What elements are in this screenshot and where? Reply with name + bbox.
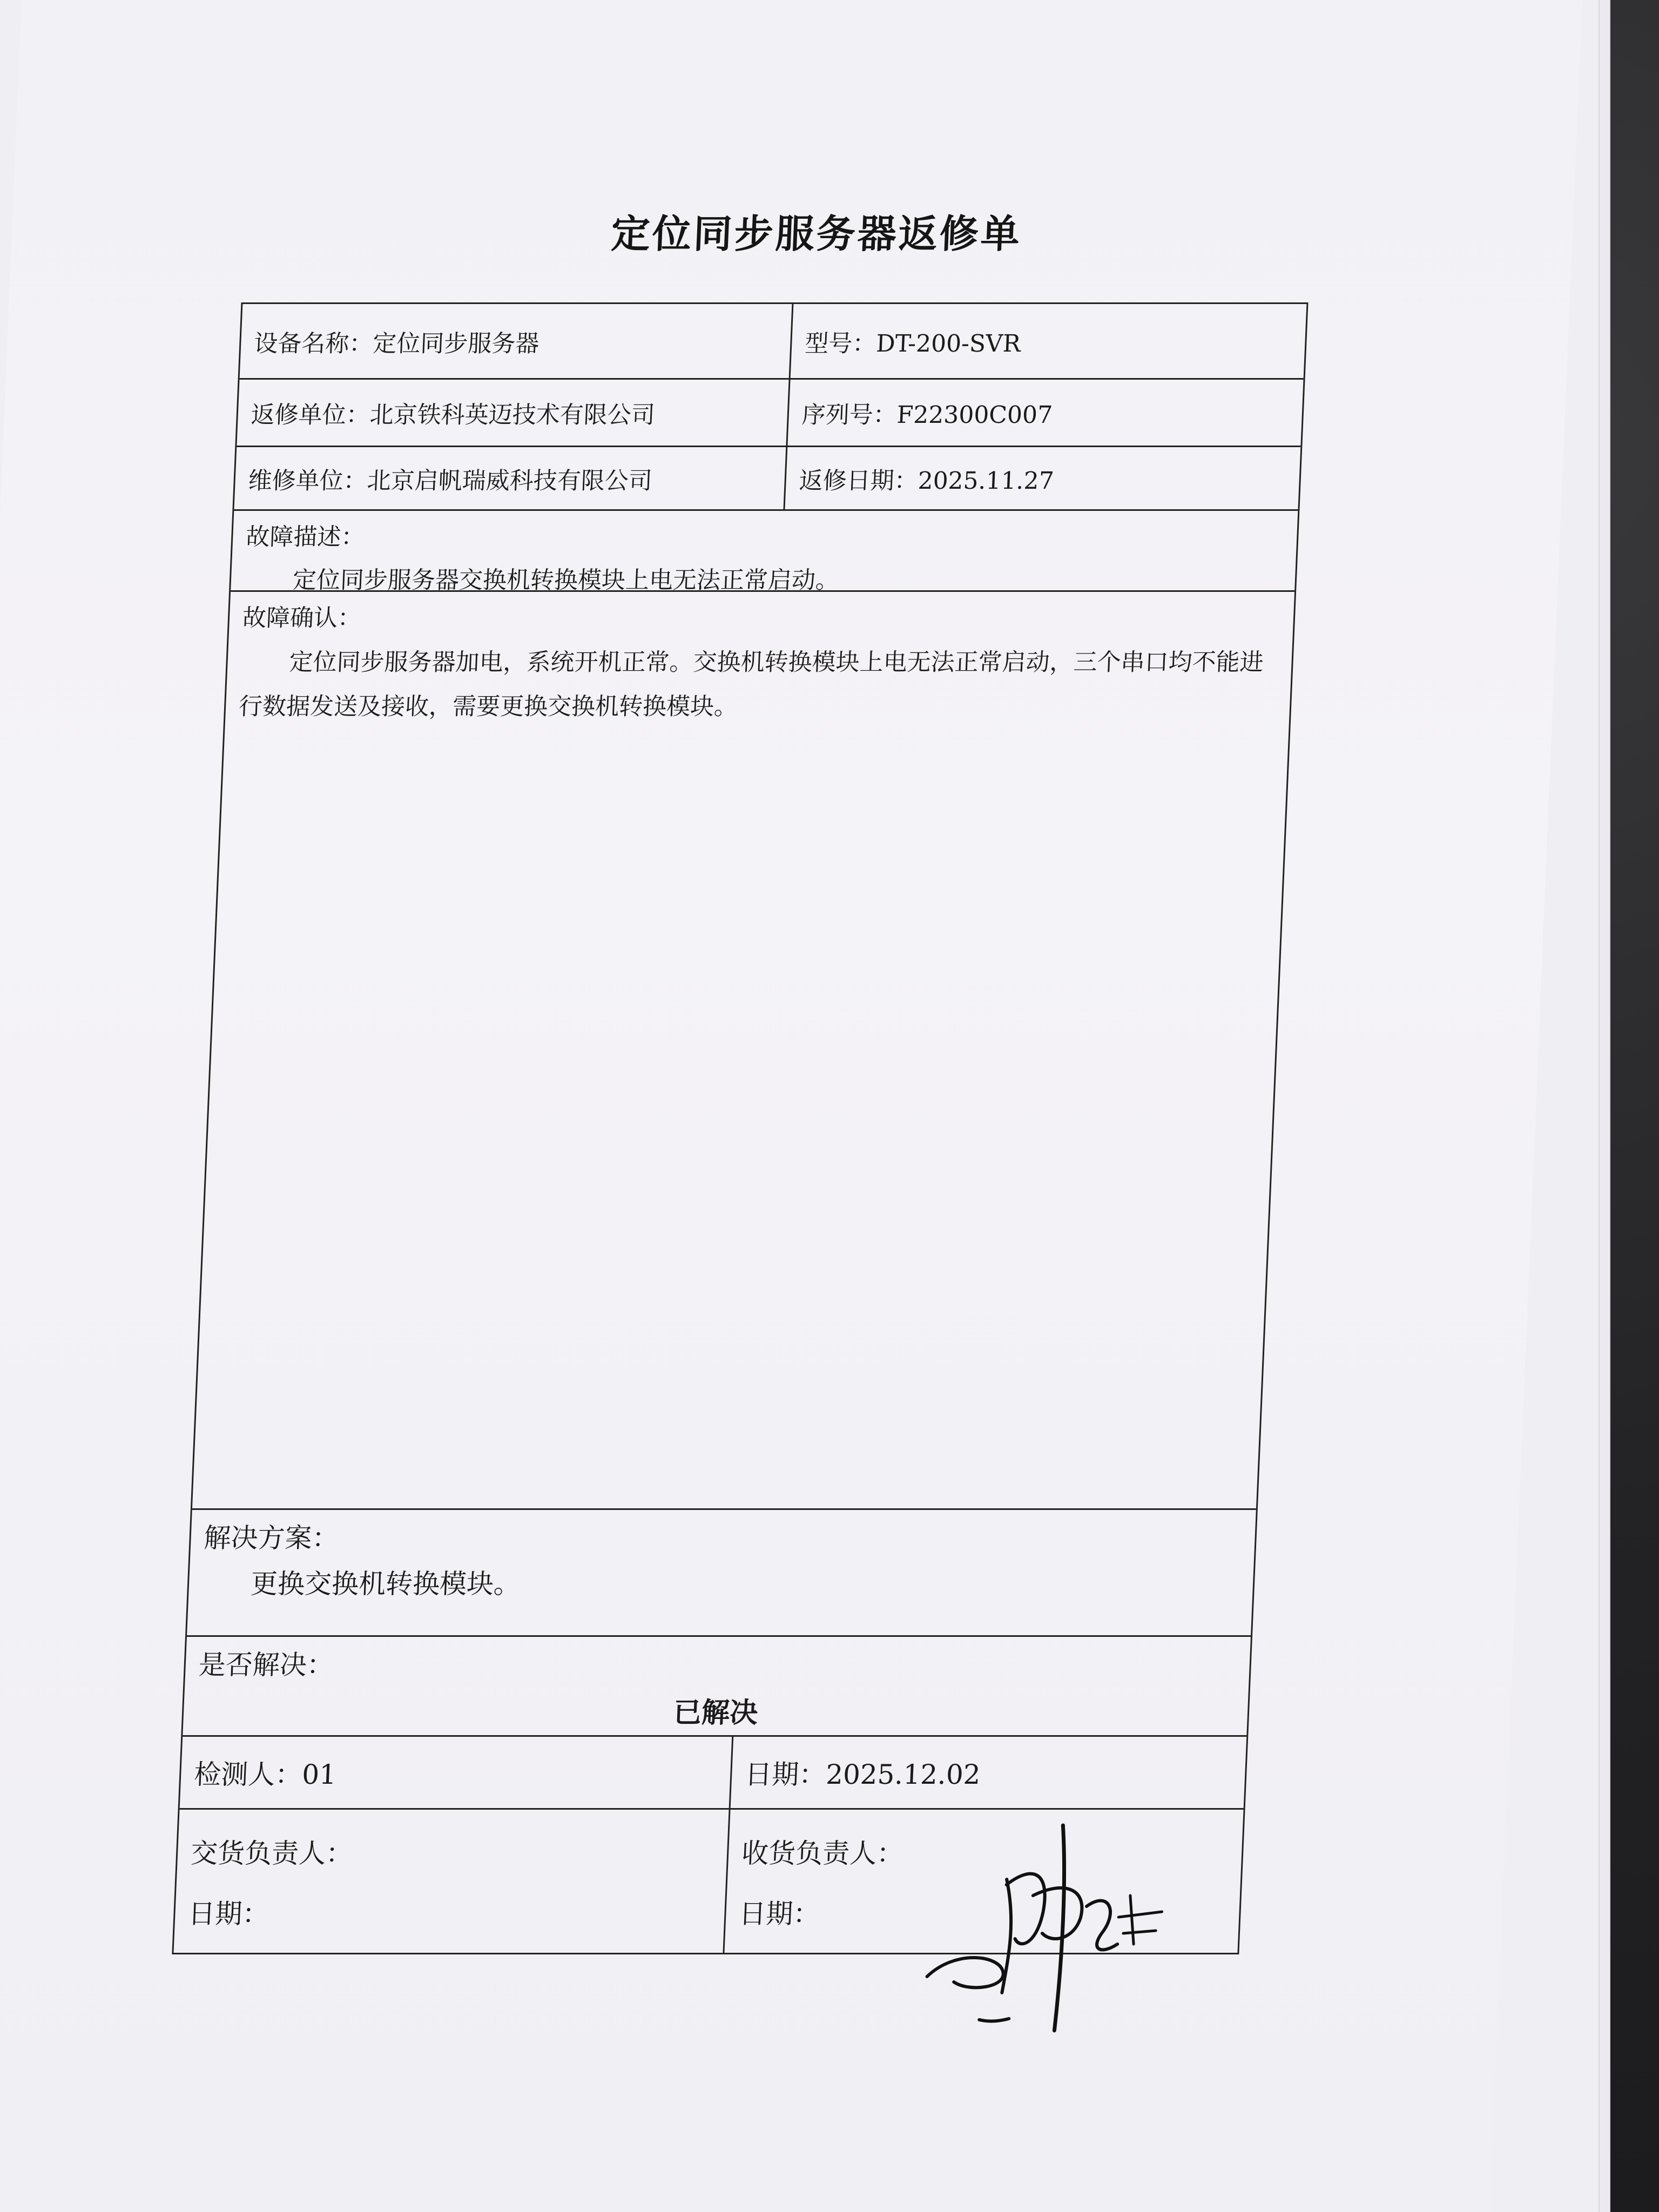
solution-text: 更换交换机转换模块。 (249, 1568, 522, 1600)
delivery-date-label: 日期： (187, 1898, 270, 1930)
receiver-person-label: 收货负责人： (740, 1837, 905, 1869)
solution-section (187, 1510, 1256, 1637)
form-row (240, 304, 1307, 380)
resolved-section (183, 1637, 1251, 1737)
form-row (180, 1737, 1247, 1810)
model-field: 型号：DT-200-SVR (804, 329, 1022, 358)
fault-description-text: 定位同步服务器交换机转换模块上电无法正常启动。 (292, 567, 840, 594)
device-name-field: 设备名称：定位同步服务器 (240, 304, 794, 378)
delivery-person-label: 交货负责人： (190, 1837, 354, 1869)
repair-form-table (172, 302, 1308, 1954)
serial-no-field: 序列号：F22300C007 (801, 401, 1054, 429)
fault-confirmation-label: 故障确认： (241, 604, 362, 632)
resolved-value: 已解决 (672, 1697, 759, 1729)
solution-label: 解决方案： (203, 1522, 340, 1554)
receiver-date-label: 日期： (738, 1898, 821, 1930)
form-row (237, 380, 1303, 447)
fault-description-section (231, 511, 1298, 592)
inspector-field: 检测人：01 (180, 1737, 734, 1808)
return-date-field: 返修日期：2025.11.27 (798, 467, 1055, 495)
document-title: 定位同步服务器返修单 (610, 211, 1023, 257)
inspection-date-field: 日期：2025.12.02 (744, 1759, 981, 1790)
form-row (234, 447, 1300, 511)
handwritten-signature (919, 1815, 1188, 2041)
return-unit-field: 返修单位：北京铁科英迈技术有限公司 (237, 380, 790, 446)
repair-unit-field: 维修单位：北京启帆瑞威科技有限公司 (234, 447, 787, 509)
fault-confirmation-section (192, 592, 1294, 1510)
fault-description-label: 故障描述： (245, 523, 366, 551)
delivery-block (173, 1810, 730, 1953)
resolved-label: 是否解决： (198, 1649, 334, 1681)
fault-confirmation-text: 定位同步服务器加电，系统开机正常。交换机转换模块上电无法正常启动，三个串口均不能进行数据发送及接收，需要更换交换机转换模块。 (238, 649, 1264, 720)
